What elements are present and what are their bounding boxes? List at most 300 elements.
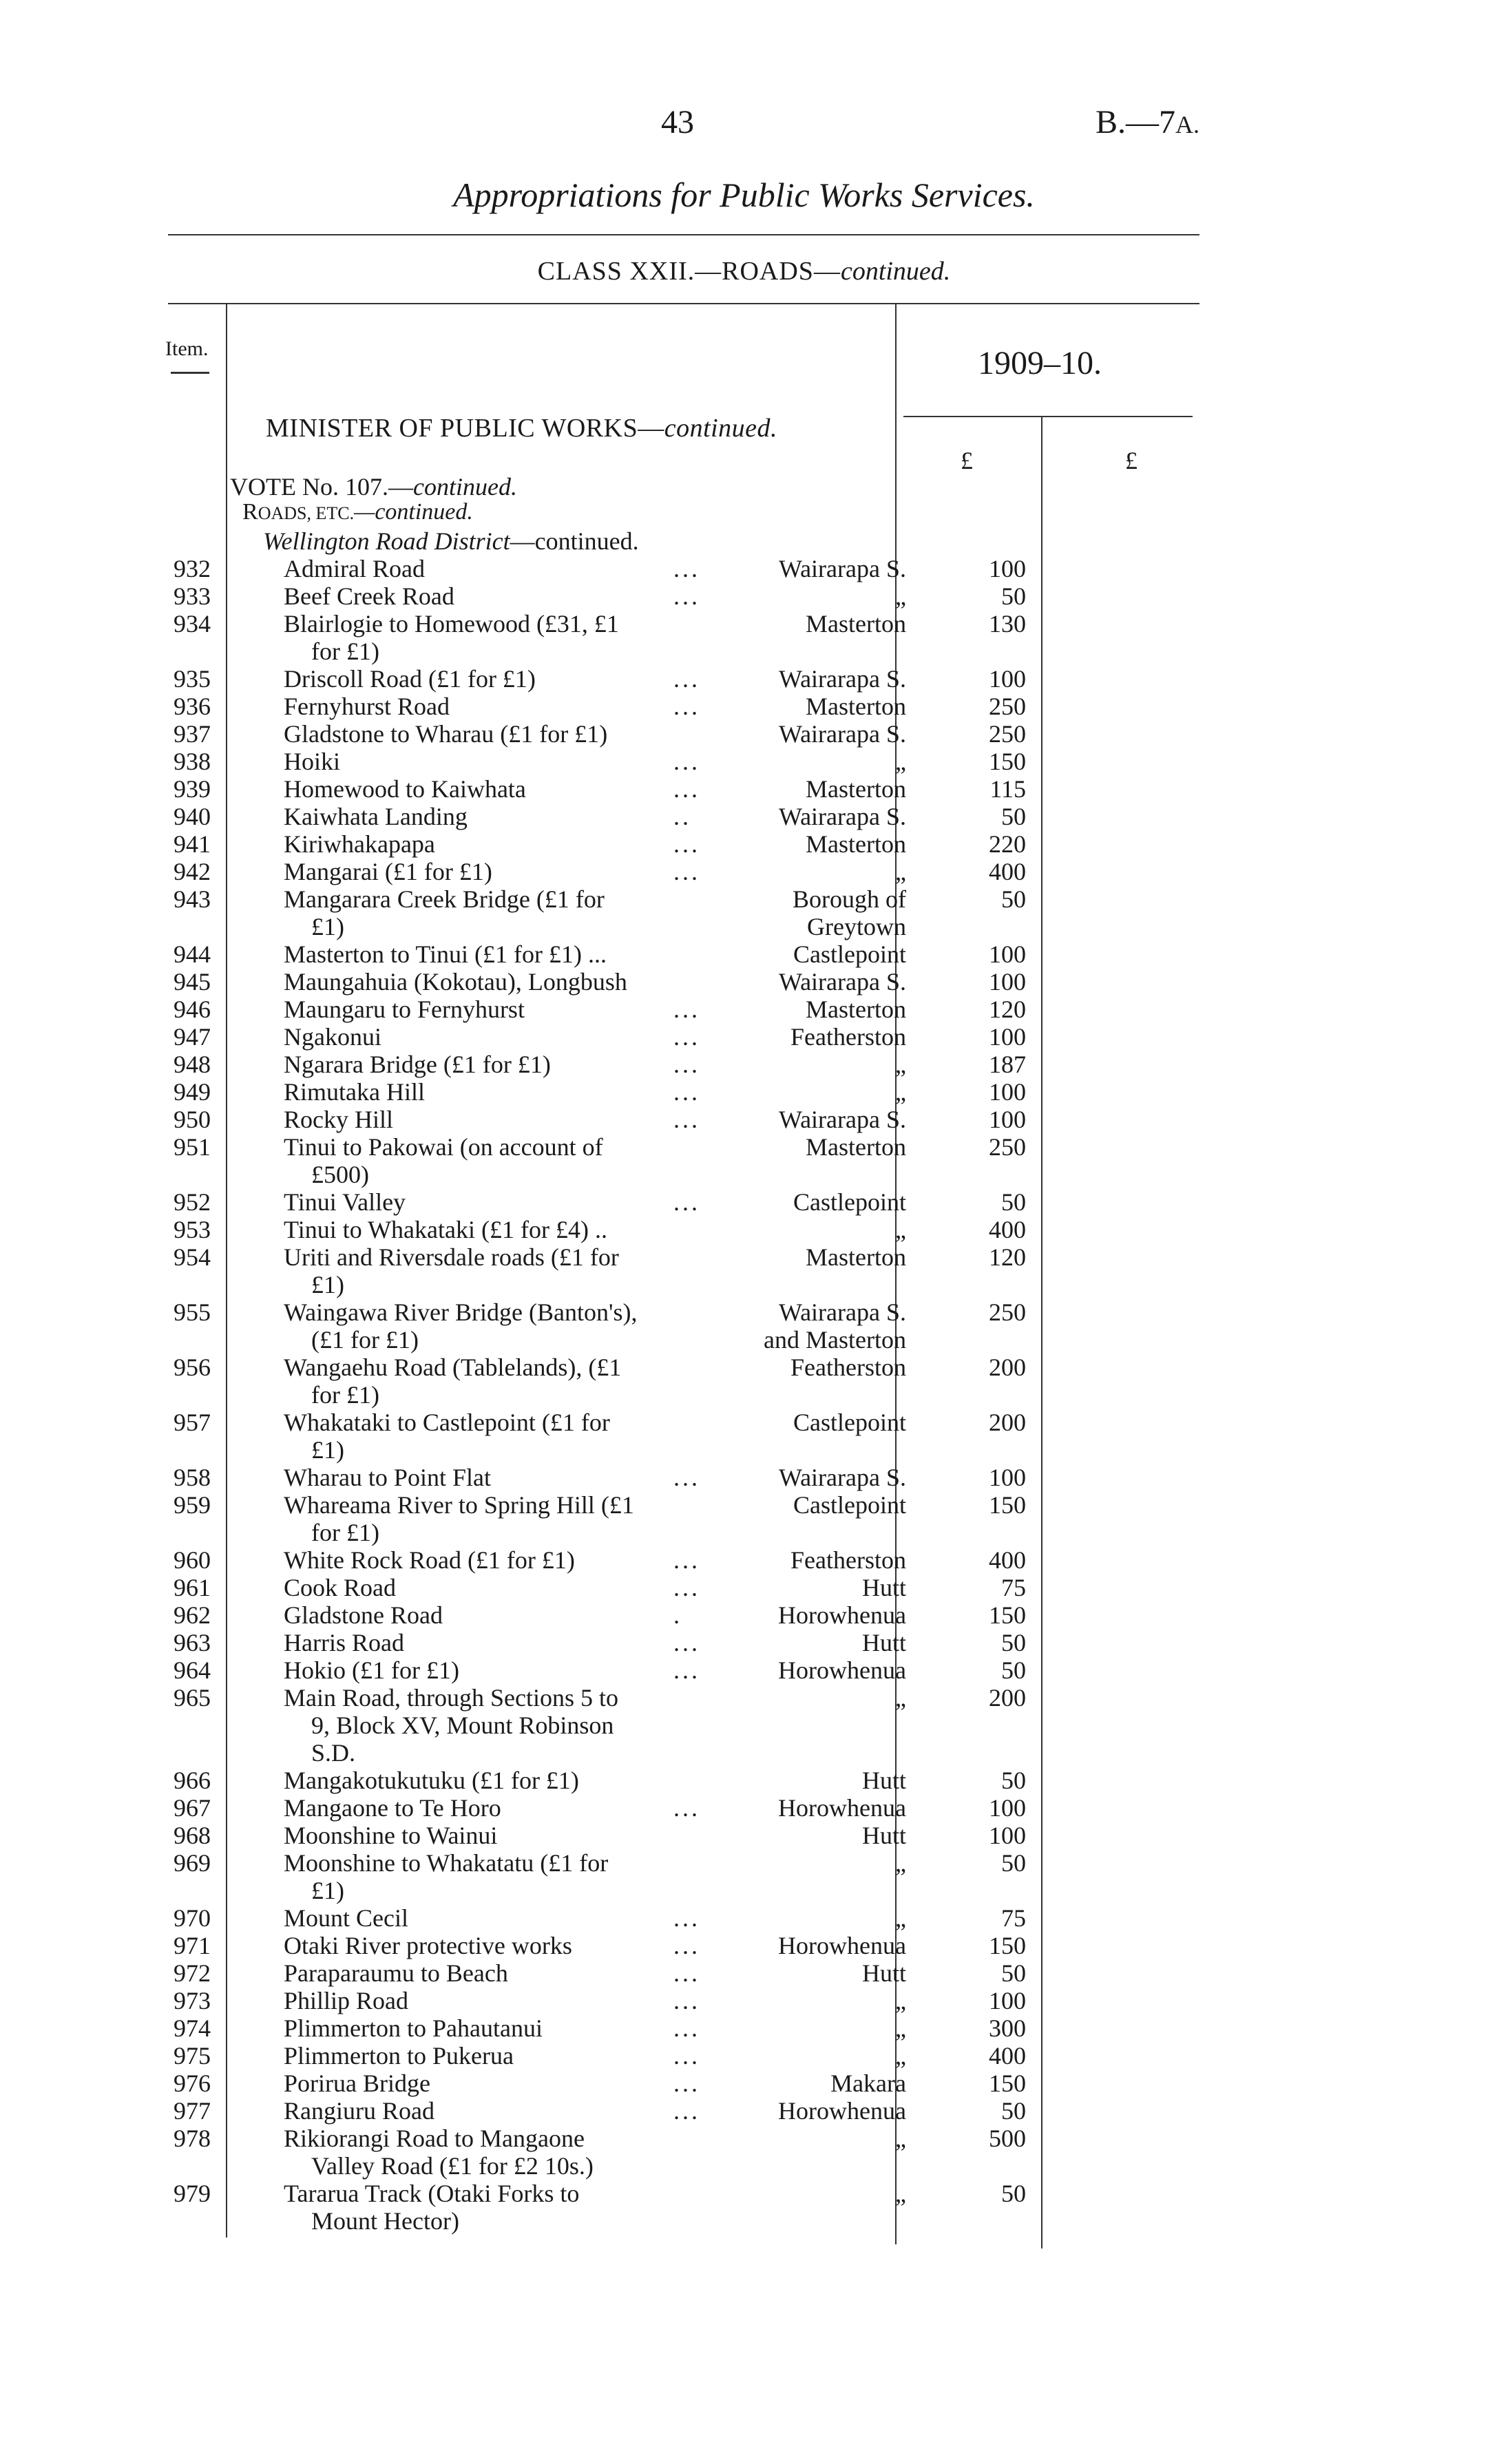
item-number: 942 <box>174 858 211 885</box>
amount: 50 <box>1001 885 1026 913</box>
table-row <box>0 2125 1488 2180</box>
road-description: Moonshine to Whakatatu (£1 for <box>284 1849 609 1877</box>
item-number: 955 <box>174 1298 211 1326</box>
road-description: Ngarara Bridge (£1 for £1) <box>284 1051 551 1078</box>
electorate: „ <box>895 2042 906 2070</box>
electorate: „ <box>895 1216 906 1243</box>
table-row <box>0 1133 1488 1188</box>
roads-heading <box>242 499 473 525</box>
leader-dots: ... <box>673 1106 700 1133</box>
table-row <box>0 1491 1488 1546</box>
table-row <box>0 1574 1488 1601</box>
page-number: 43 <box>661 104 694 140</box>
electorate: Featherston <box>790 1023 906 1051</box>
item-number: 978 <box>174 2125 211 2152</box>
item-number: 966 <box>174 1767 211 1794</box>
electorate: „ <box>895 582 906 610</box>
electorate: Masterton <box>806 693 906 720</box>
electorate: Castlepoint <box>793 1188 906 1216</box>
electorate: „ <box>895 2014 906 2042</box>
item-number: 972 <box>174 1959 211 1987</box>
table-row <box>0 885 1488 940</box>
item-number: 974 <box>174 2014 211 2042</box>
electorate: Masterton <box>806 996 906 1023</box>
table-row <box>0 1078 1488 1106</box>
amount: 120 <box>989 1243 1026 1271</box>
leader-dots: ... <box>673 582 700 610</box>
electorate: Horowhenua <box>778 1601 906 1629</box>
road-description: Tinui to Whakataki (£1 for £4) .. <box>284 1216 607 1243</box>
rule-year-under <box>903 416 1193 417</box>
leader-dots: ... <box>673 775 700 803</box>
class-heading-main: CLASS XXII.—ROADS— <box>537 257 841 286</box>
leader-dots: ... <box>673 830 700 858</box>
item-column-underline <box>171 372 209 374</box>
road-description-continued: (£1 for £1) <box>311 1326 419 1354</box>
amount: 50 <box>1001 1629 1026 1656</box>
table-row <box>0 2097 1488 2125</box>
table-row <box>0 858 1488 885</box>
leader-dots: ... <box>673 1464 700 1491</box>
electorate: Featherston <box>790 1354 906 1381</box>
vote-heading <box>230 472 517 501</box>
road-description-continued: £1) <box>311 1877 344 1904</box>
item-number: 932 <box>174 555 211 582</box>
table-row <box>0 1849 1488 1904</box>
road-description-continued: £1) <box>311 913 344 940</box>
electorate: „ <box>895 748 906 775</box>
amount: 400 <box>989 858 1026 885</box>
roads-heading-small: OADS, ETC. <box>258 503 355 523</box>
electorate: Castlepoint <box>793 1409 906 1436</box>
road-description-continued: Valley Road (£1 for £2 10s.) <box>311 2152 594 2180</box>
leader-dots: ... <box>673 665 700 693</box>
amount: 100 <box>989 940 1026 968</box>
electorate: Wairarapa S. <box>778 1106 906 1133</box>
road-description: Main Road, through Sections 5 to <box>284 1684 618 1712</box>
electorate: Horowhenua <box>778 1932 906 1959</box>
table-row <box>0 1629 1488 1656</box>
class-heading-suffix: continued. <box>840 257 951 286</box>
road-description: Whareama River to Spring Hill (£1 <box>284 1491 634 1519</box>
table-row <box>0 1106 1488 1133</box>
table-row <box>0 996 1488 1023</box>
road-description: Fernyhurst Road <box>284 693 450 720</box>
item-number: 968 <box>174 1822 211 1849</box>
table-row <box>0 1822 1488 1849</box>
amount: 100 <box>989 968 1026 996</box>
electorate: „ <box>895 1987 906 2014</box>
item-number: 976 <box>174 2070 211 2097</box>
amount: 250 <box>989 1298 1026 1326</box>
road-description: Homewood to Kaiwhata <box>284 775 526 803</box>
road-description: Maungahuia (Kokotau), Longbush <box>284 968 627 996</box>
item-number: 952 <box>174 1188 211 1216</box>
item-number: 975 <box>174 2042 211 2070</box>
road-description: Kiriwhakapapa <box>284 830 435 858</box>
electorate: Masterton <box>806 775 906 803</box>
item-number: 951 <box>174 1133 211 1161</box>
amount: 50 <box>1001 582 1026 610</box>
leader-dots: ... <box>673 2014 700 2042</box>
road-description: Wharau to Point Flat <box>284 1464 491 1491</box>
leader-dots: ... <box>673 2070 700 2097</box>
electorate: Wairarapa S. <box>778 720 906 748</box>
item-number: 948 <box>174 1051 211 1078</box>
leader-dots: ... <box>673 1023 700 1051</box>
amount: 130 <box>989 610 1026 638</box>
electorate: Makara <box>830 2070 906 2097</box>
amount: 100 <box>989 1822 1026 1849</box>
item-number: 977 <box>174 2097 211 2125</box>
amount: 100 <box>989 555 1026 582</box>
currency-header-2: £ <box>1125 447 1138 474</box>
road-description: Hoiki <box>284 748 341 775</box>
electorate: Masterton <box>806 1133 906 1161</box>
amount: 200 <box>989 1409 1026 1436</box>
item-number: 933 <box>174 582 211 610</box>
leader-dots: ... <box>673 693 700 720</box>
road-description: Harris Road <box>284 1629 404 1656</box>
table-row <box>0 803 1488 830</box>
table-row <box>0 1656 1488 1684</box>
item-number: 953 <box>174 1216 211 1243</box>
road-description: Beef Creek Road <box>284 582 454 610</box>
item-number: 971 <box>174 1932 211 1959</box>
leader-dots: ... <box>673 1629 700 1656</box>
document-code-main: B.—7 <box>1096 104 1176 140</box>
electorate: „ <box>895 2125 906 2152</box>
item-number: 945 <box>174 968 211 996</box>
table-row <box>0 1051 1488 1078</box>
amount: 400 <box>989 1216 1026 1243</box>
road-description: White Rock Road (£1 for £1) <box>284 1546 575 1574</box>
road-description: Phillip Road <box>284 1987 409 2014</box>
amount: 50 <box>1001 1767 1026 1794</box>
electorate: Featherston <box>790 1546 906 1574</box>
table-row <box>0 1684 1488 1767</box>
year-heading: 1909–10. <box>978 345 1102 381</box>
amount: 250 <box>989 720 1026 748</box>
road-description-continued: for £1) <box>311 1519 379 1546</box>
table-row <box>0 1298 1488 1354</box>
electorate: Wairarapa S. <box>778 555 906 582</box>
table-row <box>0 1354 1488 1409</box>
table-row <box>0 1023 1488 1051</box>
road-description-continued: for £1) <box>311 638 379 665</box>
table-row <box>0 968 1488 996</box>
leader-dots: .. <box>673 803 691 830</box>
road-description: Otaki River protective works <box>284 1932 572 1959</box>
road-description: Mangarai (£1 for £1) <box>284 858 492 885</box>
road-description: Maungaru to Fernyhurst <box>284 996 525 1023</box>
amount: 75 <box>1001 1574 1026 1601</box>
amount: 50 <box>1001 2180 1026 2207</box>
item-number: 940 <box>174 803 211 830</box>
table-row <box>0 2042 1488 2070</box>
vote-heading-suffix: continued. <box>412 473 517 501</box>
road-description: Moonshine to Wainui <box>284 1822 498 1849</box>
table-row <box>0 555 1488 582</box>
table-row <box>0 2014 1488 2042</box>
item-number: 939 <box>174 775 211 803</box>
road-description: Whakataki to Castlepoint (£1 for <box>284 1409 610 1436</box>
road-description: Tararua Track (Otaki Forks to <box>284 2180 580 2207</box>
table-row <box>0 1409 1488 1464</box>
electorate: Horowhenua <box>778 2097 906 2125</box>
leader-dots: ... <box>673 1987 700 2014</box>
road-description: Masterton to Tinui (£1 for £1) ... <box>284 940 607 968</box>
electorate: Hutt <box>861 1629 906 1656</box>
road-description: Gladstone Road <box>284 1601 443 1629</box>
electorate-continued: and Masterton <box>764 1326 906 1354</box>
electorate: Masterton <box>806 610 906 638</box>
amount: 100 <box>989 1106 1026 1133</box>
currency-header-1: £ <box>961 447 973 474</box>
leader-dots: ... <box>673 858 700 885</box>
amount: 220 <box>989 830 1026 858</box>
table-row <box>0 1216 1488 1243</box>
item-number: 969 <box>174 1849 211 1877</box>
item-number: 962 <box>174 1601 211 1629</box>
vote-heading-main: VOTE No. 107.— <box>230 473 413 501</box>
road-description: Mangaone to Te Horo <box>284 1794 501 1822</box>
electorate: „ <box>895 1684 906 1712</box>
road-description: Mangakotukutuku (£1 for £1) <box>284 1767 579 1794</box>
item-number: 946 <box>174 996 211 1023</box>
electorate-continued: Greytown <box>807 913 906 940</box>
amount: 200 <box>989 1684 1026 1712</box>
table-row <box>0 1601 1488 1629</box>
item-number: 935 <box>174 665 211 693</box>
district-heading <box>263 527 639 556</box>
amount: 50 <box>1001 1959 1026 1987</box>
amount: 100 <box>989 1078 1026 1106</box>
table-row <box>0 582 1488 610</box>
electorate: Wairarapa S. <box>778 803 906 830</box>
table-row <box>0 1794 1488 1822</box>
electorate: „ <box>895 858 906 885</box>
electorate: Wairarapa S. <box>778 1464 906 1491</box>
road-description: Plimmerton to Pahautanui <box>284 2014 543 2042</box>
item-number: 947 <box>174 1023 211 1051</box>
leader-dots: ... <box>673 1656 700 1684</box>
page-title: Appropriations for Public Works Services. <box>453 176 1035 214</box>
table-row <box>0 1464 1488 1491</box>
amount: 75 <box>1001 1904 1026 1932</box>
item-number: 934 <box>174 610 211 638</box>
road-description-continued: £1) <box>311 1436 344 1464</box>
class-heading <box>0 256 1488 286</box>
amount: 150 <box>989 1601 1026 1629</box>
item-number: 938 <box>174 748 211 775</box>
item-number: 956 <box>174 1354 211 1381</box>
item-number: 959 <box>174 1491 211 1519</box>
leader-dots: ... <box>673 1188 700 1216</box>
road-description: Tinui Valley <box>284 1188 406 1216</box>
amount: 115 <box>989 775 1026 803</box>
leader-dots: ... <box>673 1932 700 1959</box>
electorate: Wairarapa S. <box>778 1298 906 1326</box>
road-description-continued: S.D. <box>311 1739 356 1767</box>
road-description: Rocky Hill <box>284 1106 393 1133</box>
road-description: Plimmerton to Pukerua <box>284 2042 514 2070</box>
road-description: Driscoll Road (£1 for £1) <box>284 665 536 693</box>
rule-under-heading <box>168 303 1199 304</box>
district-heading-main: Wellington Road District <box>263 527 510 555</box>
road-description: Kaiwhata Landing <box>284 803 468 830</box>
leader-dots: ... <box>673 1959 700 1987</box>
amount: 50 <box>1001 1188 1026 1216</box>
table-row <box>0 610 1488 665</box>
item-number: 970 <box>174 1904 211 1932</box>
item-number: 964 <box>174 1656 211 1684</box>
leader-dots: ... <box>673 1904 700 1932</box>
road-description: Gladstone to Wharau (£1 for £1) <box>284 720 608 748</box>
amount: 150 <box>989 748 1026 775</box>
electorate: „ <box>895 1078 906 1106</box>
road-description-continued: for £1) <box>311 1381 379 1409</box>
leader-dots: ... <box>673 1546 700 1574</box>
table-row <box>0 2070 1488 2097</box>
item-number: 949 <box>174 1078 211 1106</box>
item-number: 973 <box>174 1987 211 2014</box>
electorate: Castlepoint <box>793 940 906 968</box>
amount: 250 <box>989 1133 1026 1161</box>
amount: 100 <box>989 1987 1026 2014</box>
road-description-continued: £500) <box>311 1161 369 1188</box>
table-row <box>0 940 1488 968</box>
electorate: Borough of <box>793 885 906 913</box>
electorate: Wairarapa S. <box>778 665 906 693</box>
table-row <box>0 748 1488 775</box>
roads-heading-suffix: —continued. <box>354 499 473 525</box>
minister-heading <box>266 413 777 443</box>
amount: 187 <box>989 1051 1026 1078</box>
road-description: Rimutaka Hill <box>284 1078 425 1106</box>
road-description: Porirua Bridge <box>284 2070 430 2097</box>
table-row <box>0 775 1488 803</box>
amount: 50 <box>1001 1849 1026 1877</box>
leader-dots: ... <box>673 1051 700 1078</box>
amount: 100 <box>989 1464 1026 1491</box>
table-row <box>0 1904 1488 1932</box>
document-code-suffix: A. <box>1175 111 1200 138</box>
item-number: 965 <box>174 1684 211 1712</box>
roads-heading-first: R <box>242 499 258 525</box>
road-description: Wangaehu Road (Tablelands), (£1 <box>284 1354 622 1381</box>
amount: 150 <box>989 1491 1026 1519</box>
road-description: Rikiorangi Road to Mangaone <box>284 2125 585 2152</box>
road-description: Mount Cecil <box>284 1904 408 1932</box>
road-description: Blairlogie to Homewood (£31, £1 <box>284 610 619 638</box>
item-number: 944 <box>174 940 211 968</box>
road-description-continued: Mount Hector) <box>311 2207 459 2235</box>
leader-dots: ... <box>673 748 700 775</box>
item-number: 960 <box>174 1546 211 1574</box>
item-number: 979 <box>174 2180 211 2207</box>
item-number: 950 <box>174 1106 211 1133</box>
amount: 150 <box>989 2070 1026 2097</box>
electorate: „ <box>895 1051 906 1078</box>
item-number: 943 <box>174 885 211 913</box>
table-row <box>0 665 1488 693</box>
electorate: Masterton <box>806 830 906 858</box>
minister-heading-suffix: continued. <box>664 414 778 443</box>
electorate: Hutt <box>861 1574 906 1601</box>
road-description: Uriti and Riversdale roads (£1 for <box>284 1243 619 1271</box>
table-row <box>0 693 1488 720</box>
road-description: Admiral Road <box>284 555 425 582</box>
item-number: 954 <box>174 1243 211 1271</box>
electorate: Horowhenua <box>778 1794 906 1822</box>
amount: 500 <box>989 2125 1026 2152</box>
item-column-label: Item. <box>165 337 209 360</box>
leader-dots: ... <box>673 2097 700 2125</box>
leader-dots: . <box>673 1601 682 1629</box>
item-number: 937 <box>174 720 211 748</box>
amount: 50 <box>1001 1656 1026 1684</box>
minister-heading-main: MINISTER OF PUBLIC WORKS— <box>266 414 664 443</box>
electorate: Horowhenua <box>778 1656 906 1684</box>
road-description: Waingawa River Bridge (Banton's), <box>284 1298 638 1326</box>
table-row <box>0 1987 1488 2014</box>
leader-dots: ... <box>673 1078 700 1106</box>
leader-dots: ... <box>673 1574 700 1601</box>
amount: 200 <box>989 1354 1026 1381</box>
leader-dots: ... <box>673 996 700 1023</box>
item-number: 936 <box>174 693 211 720</box>
amount: 100 <box>989 1794 1026 1822</box>
road-description: Mangarara Creek Bridge (£1 for <box>284 885 605 913</box>
road-description: Cook Road <box>284 1574 397 1601</box>
item-number: 963 <box>174 1629 211 1656</box>
road-description-continued: £1) <box>311 1271 344 1298</box>
amount: 300 <box>989 2014 1026 2042</box>
table-row <box>0 1188 1488 1216</box>
electorate: Castlepoint <box>793 1491 906 1519</box>
table-row <box>0 830 1488 858</box>
amount: 250 <box>989 693 1026 720</box>
table-row <box>0 1932 1488 1959</box>
road-description: Tinui to Pakowai (on account of <box>284 1133 603 1161</box>
road-description: Ngakonui <box>284 1023 381 1051</box>
district-heading-suffix: —continued. <box>510 527 639 555</box>
rule-top <box>168 234 1199 235</box>
road-description-continued: 9, Block XV, Mount Robinson <box>311 1712 614 1739</box>
road-description: Hokio (£1 for £1) <box>284 1656 459 1684</box>
amount: 400 <box>989 1546 1026 1574</box>
electorate: Masterton <box>806 1243 906 1271</box>
item-number: 967 <box>174 1794 211 1822</box>
leader-dots: ... <box>673 1794 700 1822</box>
amount: 150 <box>989 1932 1026 1959</box>
document-code <box>1096 103 1199 141</box>
leader-dots: ... <box>673 555 700 582</box>
road-description: Rangiuru Road <box>284 2097 434 2125</box>
electorate: „ <box>895 1849 906 1877</box>
electorate: Hutt <box>861 1767 906 1794</box>
electorate: Hutt <box>861 1959 906 1987</box>
table-row <box>0 2180 1488 2235</box>
amount: 100 <box>989 1023 1026 1051</box>
table-row <box>0 1243 1488 1298</box>
item-number: 961 <box>174 1574 211 1601</box>
table-row <box>0 1767 1488 1794</box>
amount: 50 <box>1001 803 1026 830</box>
electorate: Wairarapa S. <box>778 968 906 996</box>
item-number: 941 <box>174 830 211 858</box>
